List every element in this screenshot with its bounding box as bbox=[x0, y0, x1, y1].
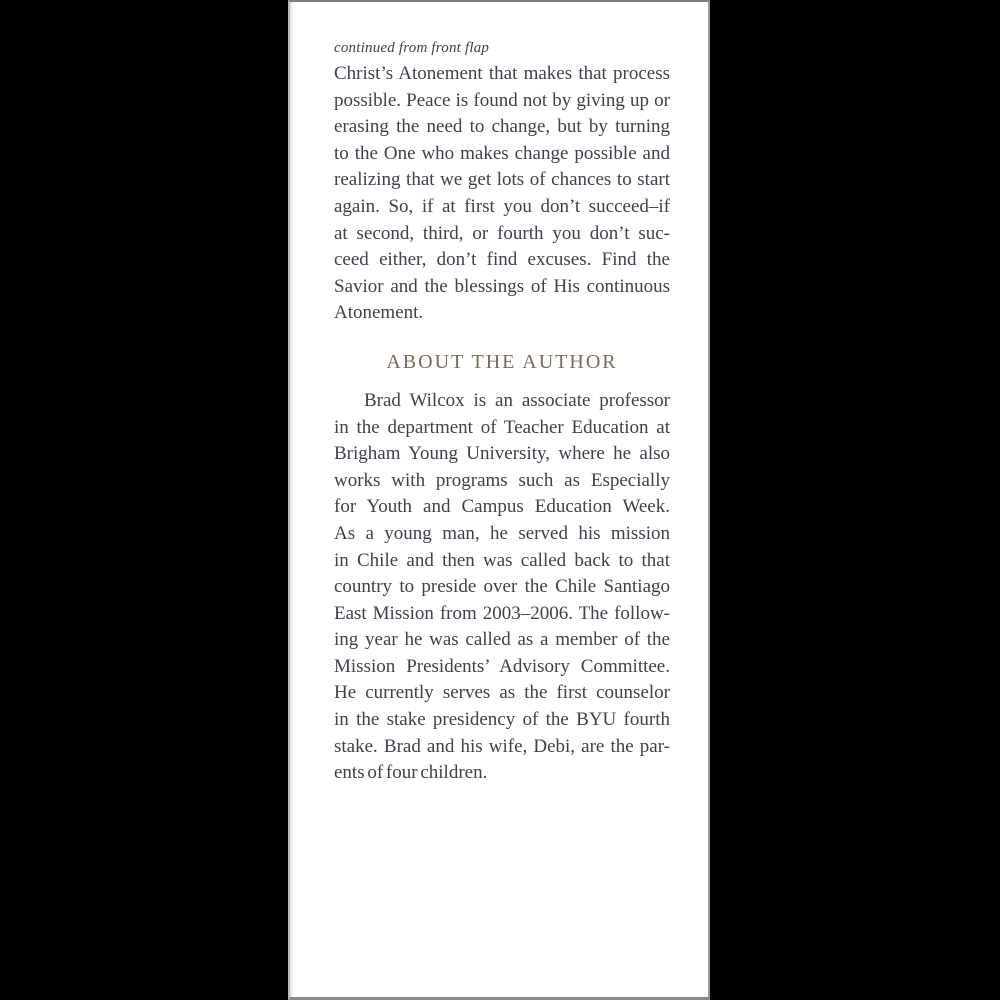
text-line: East Mission from 2003–2006. The follow- bbox=[334, 602, 670, 624]
text-line: again. So, if at first you don’t succeed–if bbox=[334, 195, 670, 217]
text-line: Brigham Young University, where he also bbox=[334, 443, 670, 465]
text-line: in Chile and then was called back to that bbox=[334, 549, 670, 571]
text-line: Christ’s Atonement that makes that process bbox=[334, 63, 670, 84]
text-line: in the department of Teacher Education at bbox=[334, 416, 670, 438]
continued-note: continued from front flap bbox=[334, 40, 490, 56]
text-line: He currently serves as the first counselor bbox=[334, 682, 670, 704]
text-line: works with programs such as Especially bbox=[334, 469, 670, 491]
back-flap-panel bbox=[288, 0, 710, 1000]
text-line: at second, third, or fourth you don’t suc- bbox=[334, 222, 670, 244]
flap-text-block bbox=[334, 38, 670, 787]
text-line: ceed either, don’t find excuses. Find the bbox=[334, 249, 670, 271]
text-line: stake. Brad and his wife, Debi, are the par- bbox=[334, 735, 670, 757]
text-line: country to preside over the Chile Santiago bbox=[334, 576, 670, 598]
text-line: erasing the need to change, but by turning bbox=[334, 116, 670, 138]
text-line: As a young man, he served his mission bbox=[334, 522, 670, 544]
text-line: for Youth and Campus Education Week. bbox=[334, 496, 670, 518]
text-line: possible. Peace is found not by giving up or bbox=[334, 89, 670, 111]
text-line: ents of four children. bbox=[334, 762, 488, 784]
text-line: in the stake presidency of the BYU fourth bbox=[334, 709, 670, 731]
paragraph-about-the-author bbox=[334, 388, 670, 787]
paragraph-continued-from-front-flap bbox=[334, 61, 670, 327]
about-the-author-heading: ABOUT THE AUTHOR bbox=[386, 350, 618, 373]
text-line: realizing that we get lots of chances to start bbox=[334, 169, 670, 191]
text-line: to the One who makes change possible and bbox=[334, 142, 670, 164]
text-line: Savior and the blessings of His continuous bbox=[334, 275, 670, 297]
text-line: Brad Wilcox is an associate professor bbox=[364, 389, 670, 411]
text-line: ing year he was called as a member of the bbox=[334, 629, 670, 651]
text-line: Atonement. bbox=[334, 302, 424, 324]
text-line: Mission Presidents’ Advisory Committee. bbox=[334, 655, 670, 677]
